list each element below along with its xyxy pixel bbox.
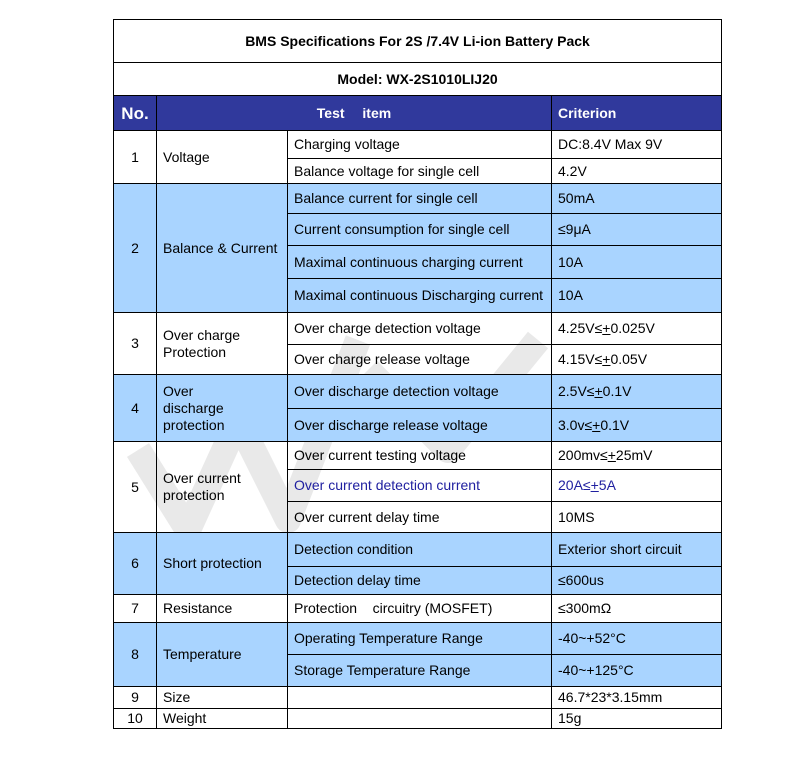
test-item-empty [288,687,552,709]
header-criterion: Criterion [552,96,722,131]
criterion: 3.0v≤+0.1V [552,409,722,442]
criterion: ≤9μA [552,214,722,246]
bms-spec-table [113,19,722,729]
test-item: Over discharge release voltage [288,409,552,442]
test-item: Balance current for single cell [288,184,552,214]
test-item: Over current delay time [288,502,552,533]
test-item: Current consumption for single cell [288,214,552,246]
criterion: 4.15V≤+0.05V [552,345,722,375]
test-item: Over charge release voltage [288,345,552,375]
row-no: 9 [114,687,157,709]
row-category: Over charge Protection [157,313,288,375]
test-item: Over current detection current [288,470,552,502]
criterion: ≤300mΩ [552,595,722,623]
criterion: -40~+125°C [552,655,722,687]
row-no: 6 [114,533,157,595]
model-label: Model: WX-2S1010LIJ20 [114,63,722,96]
table-title: BMS Specifications For 2S /7.4V Li-ion Battery Pack [114,20,722,63]
criterion: 50mA [552,184,722,214]
test-item: Maximal continuous charging current [288,246,552,279]
criterion: 46.7*23*3.15mm [552,687,722,709]
row-no: 2 [114,184,157,313]
test-item: Charging voltage [288,131,552,159]
test-item: Over discharge detection voltage [288,375,552,409]
row-category: Over current protection [157,442,288,533]
criterion: 2.5V≤+0.1V [552,375,722,409]
criterion: 10MS [552,502,722,533]
criterion: 10A [552,246,722,279]
row-category: Short protection [157,533,288,595]
row-no: 10 [114,709,157,729]
row-category: Size [157,687,288,709]
row-category: Balance & Current [157,184,288,313]
row-no: 4 [114,375,157,442]
test-item: Maximal continuous Discharging current [288,279,552,313]
row-no: 8 [114,623,157,687]
row-no: 7 [114,595,157,623]
criterion: 15g [552,709,722,729]
test-item: Over current testing voltage [288,442,552,470]
test-item: Operating Temperature Range [288,623,552,655]
row-category: Over discharge protection [157,375,288,442]
header-test-item: Test item [157,96,552,131]
header-no: No. [114,96,157,131]
row-no: 3 [114,313,157,375]
row-category: Resistance [157,595,288,623]
test-item-empty [288,709,552,729]
row-category: Voltage [157,131,288,184]
criterion: 20A≤+5A [552,470,722,502]
criterion: 10A [552,279,722,313]
row-category: Weight [157,709,288,729]
row-category: Temperature [157,623,288,687]
criterion: 4.2V [552,159,722,184]
row-no: 5 [114,442,157,533]
test-item: Protection circuitry (MOSFET) [288,595,552,623]
criterion: Exterior short circuit [552,533,722,567]
criterion: -40~+52°C [552,623,722,655]
criterion: ≤600us [552,567,722,595]
criterion: 200mv≤+25mV [552,442,722,470]
test-item: Over charge detection voltage [288,313,552,345]
test-item: Balance voltage for single cell [288,159,552,184]
test-item: Storage Temperature Range [288,655,552,687]
row-no: 1 [114,131,157,184]
criterion: DC:8.4V Max 9V [552,131,722,159]
criterion: 4.25V≤+0.025V [552,313,722,345]
test-item: Detection delay time [288,567,552,595]
test-item: Detection condition [288,533,552,567]
